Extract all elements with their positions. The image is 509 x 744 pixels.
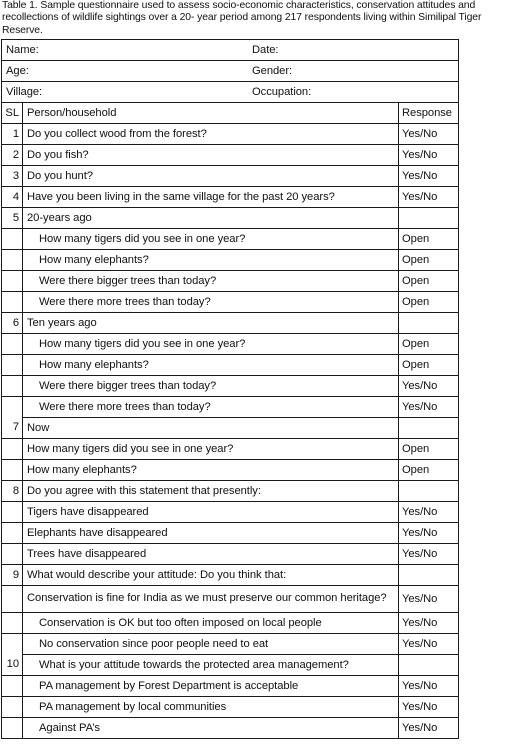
table-row [2,145,459,166]
response-cell: Yes/No [399,523,459,544]
response-cell: Yes/No [399,376,459,397]
response-cell: Open [399,460,459,481]
sl-cell: 4 [2,187,23,208]
table-caption: Table 1. Sample questionnaire used to assess socio-economic characteristics, conservation attitudes and recollections of wildlife sightings over a 20- year period among 217 respondents living within Similipal Tiger Reserve. [2,0,482,36]
header-row-name-date [2,40,459,61]
response-cell: Yes/No [399,145,459,166]
table-row [2,697,459,718]
table-row [2,613,459,634]
question-cell: Do you collect wood from the forest? [23,124,399,145]
response-cell [399,208,459,229]
response-cell: Open [399,250,459,271]
response-cell: Yes/No [399,697,459,718]
table-row [2,523,459,544]
question-cell: How many tigers did you see in one year? [23,334,399,355]
response-cell: Yes/No [399,187,459,208]
sl-cell [2,697,23,718]
sl-cell: 10 [2,655,23,676]
sl-cell [2,634,23,655]
question-cell: What would describe your attitude: Do you think that: [23,565,399,586]
sl-cell [2,397,23,418]
response-cell: Open [399,292,459,313]
table-row [2,355,459,376]
question-cell: 20-years ago [23,208,399,229]
question-cell: How many elephants? [23,460,399,481]
question-cell: Were there more trees than today? [23,292,399,313]
sl-cell: 5 [2,208,23,229]
response-cell: Yes/No [399,397,459,418]
response-cell: Yes/No [399,634,459,655]
table-row [2,187,459,208]
question-cell: How many elephants? [23,355,399,376]
question-cell: Do you fish? [23,145,399,166]
table-row [2,397,459,418]
question-cell: Were there bigger trees than today? [23,271,399,292]
table-row [2,418,459,439]
header-row-village-occupation [2,82,459,103]
sl-cell [2,229,23,250]
table-row [2,208,459,229]
date-label: Date: [252,43,279,56]
sl-cell [2,271,23,292]
table-row [2,565,459,586]
table-row [2,460,459,481]
col-question: Person/household [23,103,399,124]
table-row [2,481,459,502]
question-cell: How many elephants? [23,250,399,271]
question-cell: Have you been living in the same village for the past 20 years? [23,187,399,208]
question-cell: Do you agree with this statement that presently: [23,481,399,502]
sl-cell [2,718,23,739]
sl-cell: 3 [2,166,23,187]
response-cell: Open [399,229,459,250]
occupation-label: Occupation: [252,85,312,98]
sl-cell [2,334,23,355]
table-row [2,124,459,145]
response-cell [399,313,459,334]
column-header-row [2,103,459,124]
question-cell: How many tigers did you see in one year? [23,229,399,250]
name-label: Name: [6,43,39,56]
sl-cell [2,355,23,376]
table-row [2,718,459,739]
question-cell: PA management by Forest Department is acceptable [23,676,399,697]
table-row [2,376,459,397]
question-cell: Were there bigger trees than today? [23,376,399,397]
response-cell: Open [399,439,459,460]
response-cell: Yes/No [399,166,459,187]
table-row [2,439,459,460]
table-row [2,586,459,613]
sl-cell [2,676,23,697]
question-cell: Conservation is fine for India as we must preserve our common heritage? [23,586,399,613]
gender-label: Gender: [252,64,293,77]
sl-cell [2,376,23,397]
sl-cell: 8 [2,481,23,502]
response-cell [399,655,459,676]
table-row [2,313,459,334]
question-cell: PA management by local communities [23,697,399,718]
sl-cell [2,502,23,523]
age-label: Age: [6,64,29,77]
sl-cell [2,460,23,481]
response-cell: Open [399,271,459,292]
col-sl: SL [2,103,23,124]
question-cell: Against PA’s [23,718,399,739]
sl-cell: 9 [2,565,23,586]
sl-cell [2,523,23,544]
sl-cell [2,613,23,634]
response-cell: Yes/No [399,676,459,697]
table-row [2,229,459,250]
table-row [2,544,459,565]
question-cell: Now [23,418,399,439]
table-row [2,271,459,292]
sl-cell: 2 [2,145,23,166]
response-cell: Open [399,334,459,355]
col-response: Response [399,103,459,124]
question-cell: Do you hunt? [23,166,399,187]
sl-cell [2,250,23,271]
question-cell: Trees have disappeared [23,544,399,565]
response-cell: Yes/No [399,586,459,613]
sl-cell [2,544,23,565]
sl-cell: 1 [2,124,23,145]
response-cell: Open [399,355,459,376]
table-row [2,334,459,355]
response-cell: Yes/No [399,718,459,739]
questionnaire-table [1,39,459,739]
sl-cell: 6 [2,313,23,334]
table-row [2,250,459,271]
response-cell [399,481,459,502]
table-row [2,502,459,523]
header-row-age-gender [2,61,459,82]
table-row [2,292,459,313]
sl-cell: 7 [2,418,23,439]
response-cell: Yes/No [399,502,459,523]
table-row [2,676,459,697]
response-cell [399,565,459,586]
question-cell: Elephants have disappeared [23,523,399,544]
table-row [2,655,459,676]
question-cell: Conservation is OK but too often imposed on local people [23,613,399,634]
village-label: Village: [6,85,43,98]
question-cell: Were there more trees than today? [23,397,399,418]
table-row [2,166,459,187]
question-cell: No conservation since poor people need to eat [23,634,399,655]
response-cell: Yes/No [399,613,459,634]
sl-cell [2,292,23,313]
sl-cell [2,439,23,460]
question-cell: Ten years ago [23,313,399,334]
sl-cell [2,586,23,613]
response-cell: Yes/No [399,544,459,565]
question-cell: How many tigers did you see in one year? [23,439,399,460]
table-row [2,634,459,655]
response-cell [399,418,459,439]
question-cell: What is your attitude towards the protected area management? [23,655,399,676]
question-cell: Tigers have disappeared [23,502,399,523]
response-cell: Yes/No [399,124,459,145]
